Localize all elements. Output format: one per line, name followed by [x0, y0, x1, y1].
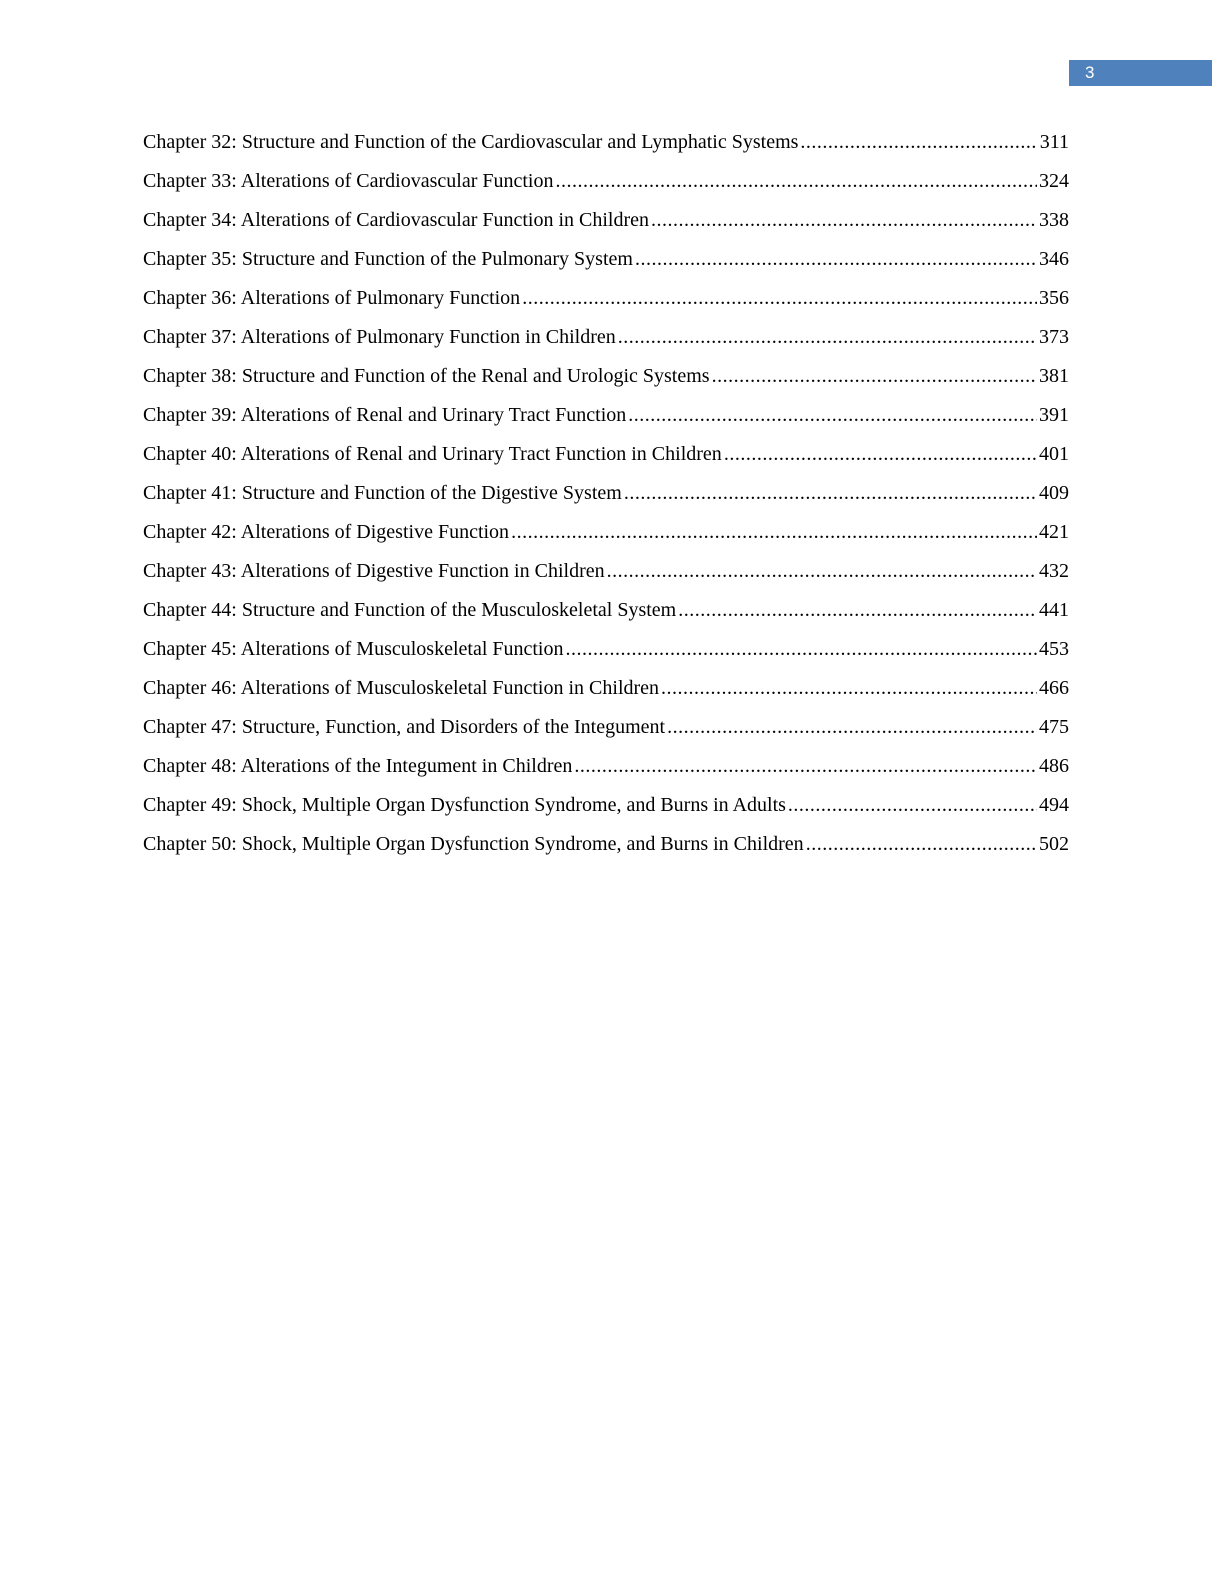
toc-entry[interactable] [143, 284, 1069, 323]
toc-entry-title: Chapter 36: Alterations of Pulmonary Function [143, 287, 521, 309]
toc-dot-leader [712, 362, 1037, 390]
toc-entry-title: Chapter 49: Shock, Multiple Organ Dysfunction Syndrome, and Burns in Adults [143, 794, 786, 816]
toc-dot-leader [678, 596, 1037, 624]
toc-dot-leader [566, 635, 1038, 663]
toc-entry[interactable] [143, 440, 1069, 479]
toc-entry-page: 486 [1039, 755, 1069, 777]
toc-entry-title: Chapter 40: Alterations of Renal and Urinary Tract Function in Children [143, 443, 722, 465]
toc-entry[interactable] [143, 401, 1069, 440]
toc-entry-page: 494 [1039, 794, 1069, 816]
toc-dot-leader [635, 245, 1037, 273]
toc-entry-title: Chapter 45: Alterations of Musculoskeletal Function [143, 638, 564, 660]
toc-entry-page: 432 [1039, 560, 1069, 582]
toc-dot-leader [511, 518, 1037, 546]
toc-entry-page: 311 [1039, 131, 1069, 153]
toc-entry-page: 324 [1039, 170, 1069, 192]
toc-entry[interactable] [143, 245, 1069, 284]
toc-dot-leader [661, 674, 1037, 702]
toc-dot-leader [618, 323, 1037, 351]
toc-entry[interactable] [143, 479, 1069, 518]
toc-entry-title: Chapter 42: Alterations of Digestive Function [143, 521, 510, 543]
toc-entry-title: Chapter 43: Alterations of Digestive Function in Children [143, 560, 605, 582]
toc-entry-page: 391 [1039, 404, 1069, 426]
toc-entry[interactable] [143, 713, 1069, 752]
toc-entry-page: 373 [1039, 326, 1069, 348]
toc-entry-title: Chapter 39: Alterations of Renal and Urinary Tract Function [143, 404, 627, 426]
toc-entry-title: Chapter 46: Alterations of Musculoskeletal Function in Children [143, 677, 660, 699]
toc-entry[interactable] [143, 323, 1069, 362]
toc-entry-page: 381 [1039, 365, 1069, 387]
toc-dot-leader [555, 167, 1037, 195]
toc-entry[interactable] [143, 206, 1069, 245]
toc-entry[interactable] [143, 830, 1069, 869]
toc-entry[interactable] [143, 518, 1069, 557]
toc-entry-title: Chapter 34: Alterations of Cardiovascular Function in Children [143, 209, 650, 231]
toc-entry-title: Chapter 33: Alterations of Cardiovascular Function [143, 170, 554, 192]
toc-entry[interactable] [143, 791, 1069, 830]
toc-entry-page: 453 [1039, 638, 1069, 660]
toc-entry-page: 338 [1039, 209, 1069, 231]
toc-entry-page: 346 [1039, 248, 1069, 270]
toc-entry-title: Chapter 48: Alterations of the Integument in Children [143, 755, 573, 777]
toc-entry-title: Chapter 41: Structure and Function of the Digestive System [143, 482, 622, 504]
toc-entry-title: Chapter 44: Structure and Function of the Musculoskeletal System [143, 599, 677, 621]
toc-dot-leader [607, 557, 1037, 585]
toc-entry-page: 441 [1039, 599, 1069, 621]
toc-entry-page: 502 [1039, 833, 1069, 855]
toc-entry[interactable] [143, 362, 1069, 401]
toc-entry-title: Chapter 35: Structure and Function of the Pulmonary System [143, 248, 633, 270]
toc-dot-leader [667, 713, 1037, 741]
table-of-contents [143, 128, 1069, 869]
toc-entry[interactable] [143, 674, 1069, 713]
toc-entry-title: Chapter 32: Structure and Function of the Cardiovascular and Lymphatic Systems [143, 131, 799, 153]
toc-entry-page: 409 [1039, 482, 1069, 504]
toc-entry[interactable] [143, 167, 1069, 206]
toc-dot-leader [574, 752, 1037, 780]
toc-dot-leader [788, 791, 1037, 819]
toc-dot-leader [624, 479, 1037, 507]
toc-dot-leader [806, 830, 1037, 858]
toc-dot-leader [800, 128, 1037, 156]
toc-entry[interactable] [143, 128, 1069, 167]
toc-entry[interactable] [143, 596, 1069, 635]
toc-entry-page: 401 [1039, 443, 1069, 465]
toc-entry-title: Chapter 37: Alterations of Pulmonary Function in Children [143, 326, 616, 348]
toc-entry[interactable] [143, 752, 1069, 791]
toc-entry-title: Chapter 47: Structure, Function, and Disorders of the Integument [143, 716, 666, 738]
toc-entry-page: 421 [1039, 521, 1069, 543]
toc-entry-title: Chapter 50: Shock, Multiple Organ Dysfunction Syndrome, and Burns in Children [143, 833, 804, 855]
toc-entry-page: 466 [1039, 677, 1069, 699]
toc-entry[interactable] [143, 557, 1069, 596]
toc-dot-leader [628, 401, 1037, 429]
toc-entry-page: 475 [1039, 716, 1069, 738]
toc-entry[interactable] [143, 635, 1069, 674]
toc-dot-leader [522, 284, 1037, 312]
page-number-badge: 3 [1069, 60, 1212, 86]
toc-dot-leader [651, 206, 1037, 234]
toc-dot-leader [724, 440, 1037, 468]
toc-entry-page: 356 [1039, 287, 1069, 309]
toc-entry-title: Chapter 38: Structure and Function of the Renal and Urologic Systems [143, 365, 710, 387]
